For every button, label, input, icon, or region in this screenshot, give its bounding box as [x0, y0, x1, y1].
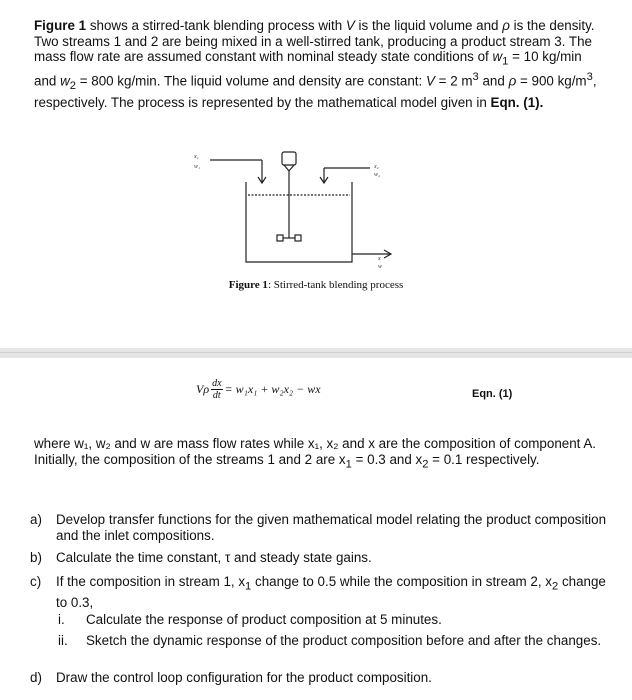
model-equation: [196, 378, 321, 401]
stirred-tank-diagram: [180, 142, 430, 282]
label-w: w: [378, 264, 383, 270]
figure-caption: Figure 1: Stirred-tank blending process: [228, 279, 404, 291]
variables-description: where w₁, w₂ and w are mass flow rates while x₁, x₂ and x are the composition of component A. Initially, the composition of the streams 1 and 2 are $x_1 = 0.3$ and $x_2 = 0.1$ respectively.: [34, 436, 597, 471]
figure-ref: Figure 1: [34, 18, 87, 33]
problem-intro: Figure 1 shows a stirred-tank blending process with V is the liquid volume and ρ is the density. Two streams 1 and 2 are being mixed in a well-stirred tank, producing a product stream 3. The mass flow rate are assumed constant with nominal steady state conditions of $w_1 = 10$ kg/min and $w_2 = 800$ kg/min. The liquid volume and density are constant: V = 2 $m^3$ and ρ = 900 $kg/m^3$, respectively. The process is represented by the mathematical model given in Eqn. (1).: [34, 18, 597, 111]
impeller-right: [295, 235, 301, 241]
tank-wall: [246, 182, 352, 262]
eqn-ref: Eqn. (1).: [490, 95, 544, 111]
label-x1: x₁: [194, 154, 199, 160]
label-x2: x₂: [374, 164, 379, 170]
label-w1: w₁: [194, 164, 201, 170]
motor: [282, 152, 296, 165]
motor-base: [284, 165, 294, 171]
page-divider: [0, 348, 632, 358]
label-x: x: [378, 256, 381, 262]
equation-lhs: Vρ: [196, 382, 210, 396]
label-w2: w₂: [374, 172, 381, 178]
page-divider-line: [0, 352, 632, 353]
equation-rhs: = w₁x₁ + w₂x₂ − wx: [224, 382, 321, 396]
equation-label: Eqn. (1): [472, 388, 513, 400]
derivative-fraction: $\frac{dx}{dt}$: [212, 378, 222, 401]
impeller-left: [277, 235, 283, 241]
